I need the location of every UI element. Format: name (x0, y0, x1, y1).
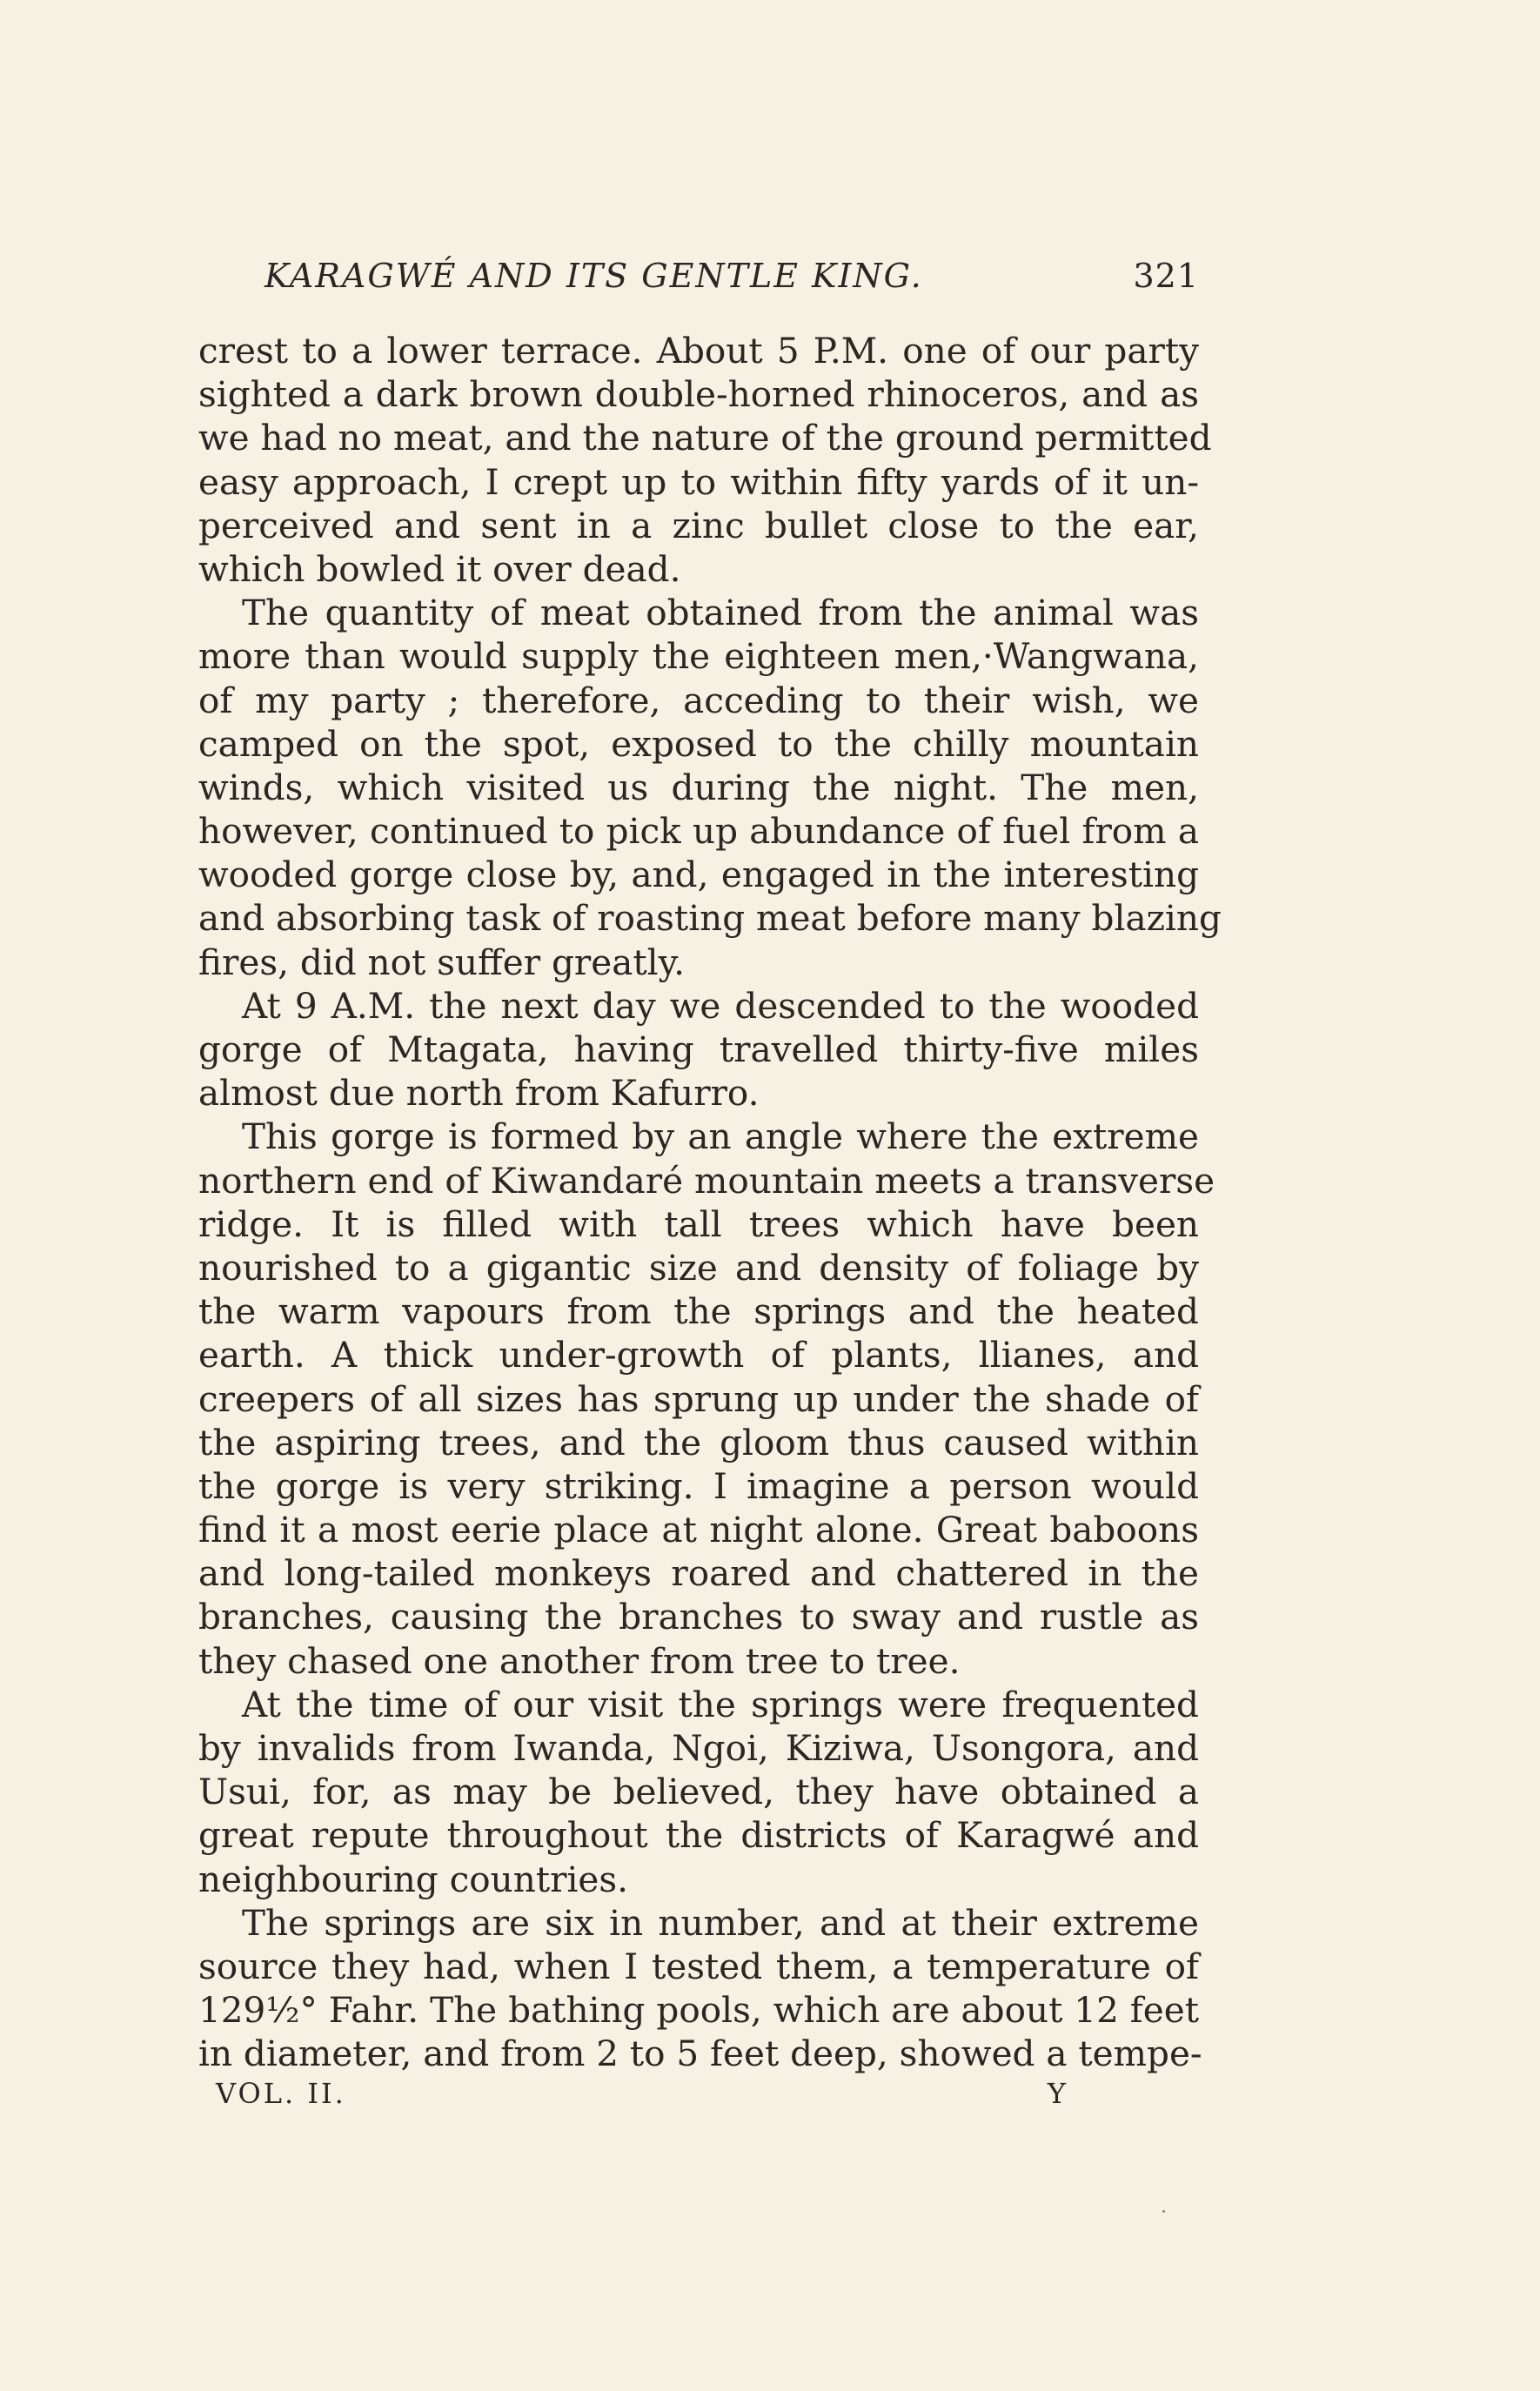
text-line: perceived and sent in a zinc bullet close to the ear, (198, 504, 1199, 546)
volume-label: VOL. II. (216, 2077, 346, 2110)
text-line: of my party ; therefore, acceding to their wish, we (198, 679, 1199, 721)
text-line: the warm vapours from the springs and the heated (198, 1290, 1199, 1333)
text-line: the gorge is very striking. I imagine a person would (198, 1464, 1199, 1507)
text-line: 129½° Fahr. The bathing pools, which are about 12 feet (198, 1989, 1199, 2032)
paper-speck (1162, 2210, 1165, 2213)
text-line: This gorge is formed by an angle where the extreme (242, 1115, 1199, 1158)
text-line: the aspiring trees, and the gloom thus caused within (198, 1421, 1199, 1463)
text-line: fires, did not suffer greatly. (198, 941, 686, 983)
text-line: ridge. It is filled with tall trees which have been (198, 1202, 1199, 1245)
running-head (198, 254, 1199, 298)
text-line: branches, causing the branches to sway and rustle as (198, 1596, 1199, 1638)
text-line: At the time of our visit the springs were frequented (242, 1683, 1199, 1725)
body-text (198, 329, 1222, 2076)
text-line: At 9 A.M. the next day we descended to the wooded (242, 984, 1199, 1027)
text-line: camped on the spot, exposed to the chilly mountain (198, 722, 1199, 765)
text-line: source they had, when I tested them, a temperature of (198, 1945, 1199, 1987)
signature-mark: Y (1047, 2077, 1068, 2110)
text-line: nourished to a gigantic size and density of foliage by (198, 1246, 1199, 1289)
text-line: which bowled it over dead. (198, 547, 681, 590)
text-line: and long-tailed monkeys roared and chattered in the (198, 1552, 1199, 1595)
text-line: find it a most eerie place at night alone. Great baboons (198, 1509, 1199, 1551)
text-line: winds, which visited us during the night. The men, (198, 766, 1199, 808)
page-footer (216, 2076, 1068, 2111)
text-line: however, continued to pick up abundance of fuel from a (198, 810, 1199, 853)
text-line: in diameter, and from 2 to 5 feet deep, showed a tempe- (198, 2033, 1202, 2075)
text-line: neighbouring countries. (198, 1858, 629, 1900)
text-line: we had no meat, and the nature of the ground permitted (198, 417, 1212, 459)
text-line: gorge of Mtagata, having travelled thirty-five miles (198, 1028, 1199, 1070)
text-line: earth. A thick under-growth of plants, llianes, and (198, 1334, 1199, 1376)
text-line: sighted a dark brown double-horned rhinoceros, and as (198, 373, 1199, 416)
page-number: 321 (1133, 257, 1199, 295)
running-title: KARAGWÉ AND ITS GENTLE KING. (264, 257, 923, 295)
text-line: great repute throughout the districts of Karagwé and (198, 1814, 1199, 1857)
text-line: crest to a lower terrace. About 5 P.M. one of our party (198, 330, 1199, 372)
text-line: they chased one another from tree to tree. (198, 1639, 961, 1682)
text-line: wooded gorge close by, and, engaged in the interesting (198, 854, 1199, 896)
text-line: more than would supply the eighteen men,·Wangwana, (198, 635, 1199, 678)
text-line: and absorbing task of roasting meat before many blazing (198, 897, 1222, 940)
text-line: northern end of Kiwandaré mountain meets a transverse (198, 1159, 1215, 1202)
text-line: easy approach, I crept up to within fifty yards of it un- (198, 460, 1199, 503)
text-line: The springs are six in number, and at their extreme (242, 1901, 1199, 1944)
text-line: The quantity of meat obtained from the animal was (242, 592, 1199, 634)
text-line: Usui, for, as may be believed, they have obtained a (198, 1771, 1199, 1813)
text-line: almost due north from Kafurro. (198, 1072, 760, 1115)
text-line: creepers of all sizes has sprung up under the shade of (198, 1377, 1199, 1420)
text-line: by invalids from Iwanda, Ngoi, Kiziwa, Usongora, and (198, 1727, 1199, 1769)
